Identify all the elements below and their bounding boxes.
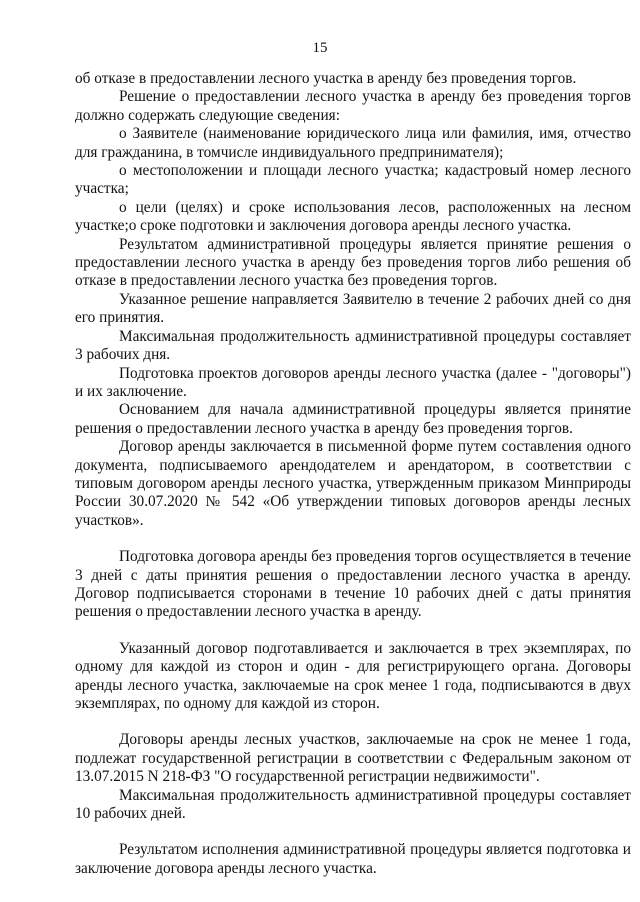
spacer [75, 713, 631, 731]
paragraph: об отказе в предоставлении лесного участка в аренду без проведения торгов. [75, 70, 577, 87]
paragraph: Решение о предоставлении лесного участка в аренду без проведения торгов должно содержать следующие сведения: [75, 88, 631, 124]
paragraph: Результатом исполнения административной процедуры является подготовка и заключение договора аренды лесного участка. [75, 841, 631, 877]
list-item: о цели (целях) и сроке использования лесов, расположенных на лесном участке;о сроке подготовки и заключения договора аренды лесного участка. [75, 198, 631, 235]
spacer [75, 823, 631, 841]
spacer [75, 622, 631, 640]
paragraph: Результатом административной процедуры является принятие решения о предоставлении лесного участка в аренду без проведения торгов либо решения об отказе в предоставлении лесного участка без проведения торгов. [75, 235, 631, 290]
paragraph: Указанный договор подготавливается и заключается в трех экземплярах, по одному для каждой из сторон и один - для регистрирующего органа. Договоры аренды лесного участка, заключаемые на срок менее 1 года, подписываются в двух экземплярах, по одному для каждой из сторон. [75, 639, 631, 712]
paragraph: Договоры аренды лесных участков, заключаемые на срок не менее 1 года, подлежат государственной регистрации в соответствии с Федеральным законом от 13.07.2015 N 218-ФЗ "О государственной регистрации недвижимости". [75, 731, 631, 786]
list-item: о Заявителе (наименование юридического лица или фамилия, имя, отчество для гражданина, в томчисле индивидуального предпринимателя); [75, 125, 631, 161]
spacer [75, 530, 631, 548]
paragraph: Максимальная продолжительность административной процедуры составляет 10 рабочих дней. [75, 786, 631, 823]
paragraph: Максимальная продолжительность административной процедуры составляет 3 рабочих дня. [75, 327, 631, 364]
paragraph: Указанное решение направляется Заявителю в течение 2 рабочих дней со дня его принятия. [75, 290, 631, 327]
page-number: 15 [312, 40, 328, 56]
list-item: о местоположении и площади лесного участка; кадастровый номер лесного участка; [75, 162, 631, 198]
section-heading: Подготовка проектов договоров аренды лесного участка (далее - "договоры") и их заключение. [75, 364, 631, 400]
paragraph: Подготовка договора аренды без проведения торгов осуществляется в течение 3 дней с даты принятия решения о предоставлении лесного участка в аренду. Договор подписывается сторонами в течение 10 рабочих дней с даты принятия решения о предоставлении лесного участка в аренду. [75, 548, 631, 621]
paragraph: Основанием для начала административной процедуры является принятие решения о предоставлении лесного участка в аренду без проведения торгов. [75, 401, 631, 437]
document-body [75, 70, 631, 878]
paragraph: Договор аренды заключается в письменной форме путем составления одного документа, подписываемого арендодателем и арендатором, в соответствии с типовым договором аренды лесного участка, утвержденным приказом Минприроды России 30.07.2020 № 542 «Об утверждении типовых договоров аренды лесных участков». [75, 438, 631, 529]
